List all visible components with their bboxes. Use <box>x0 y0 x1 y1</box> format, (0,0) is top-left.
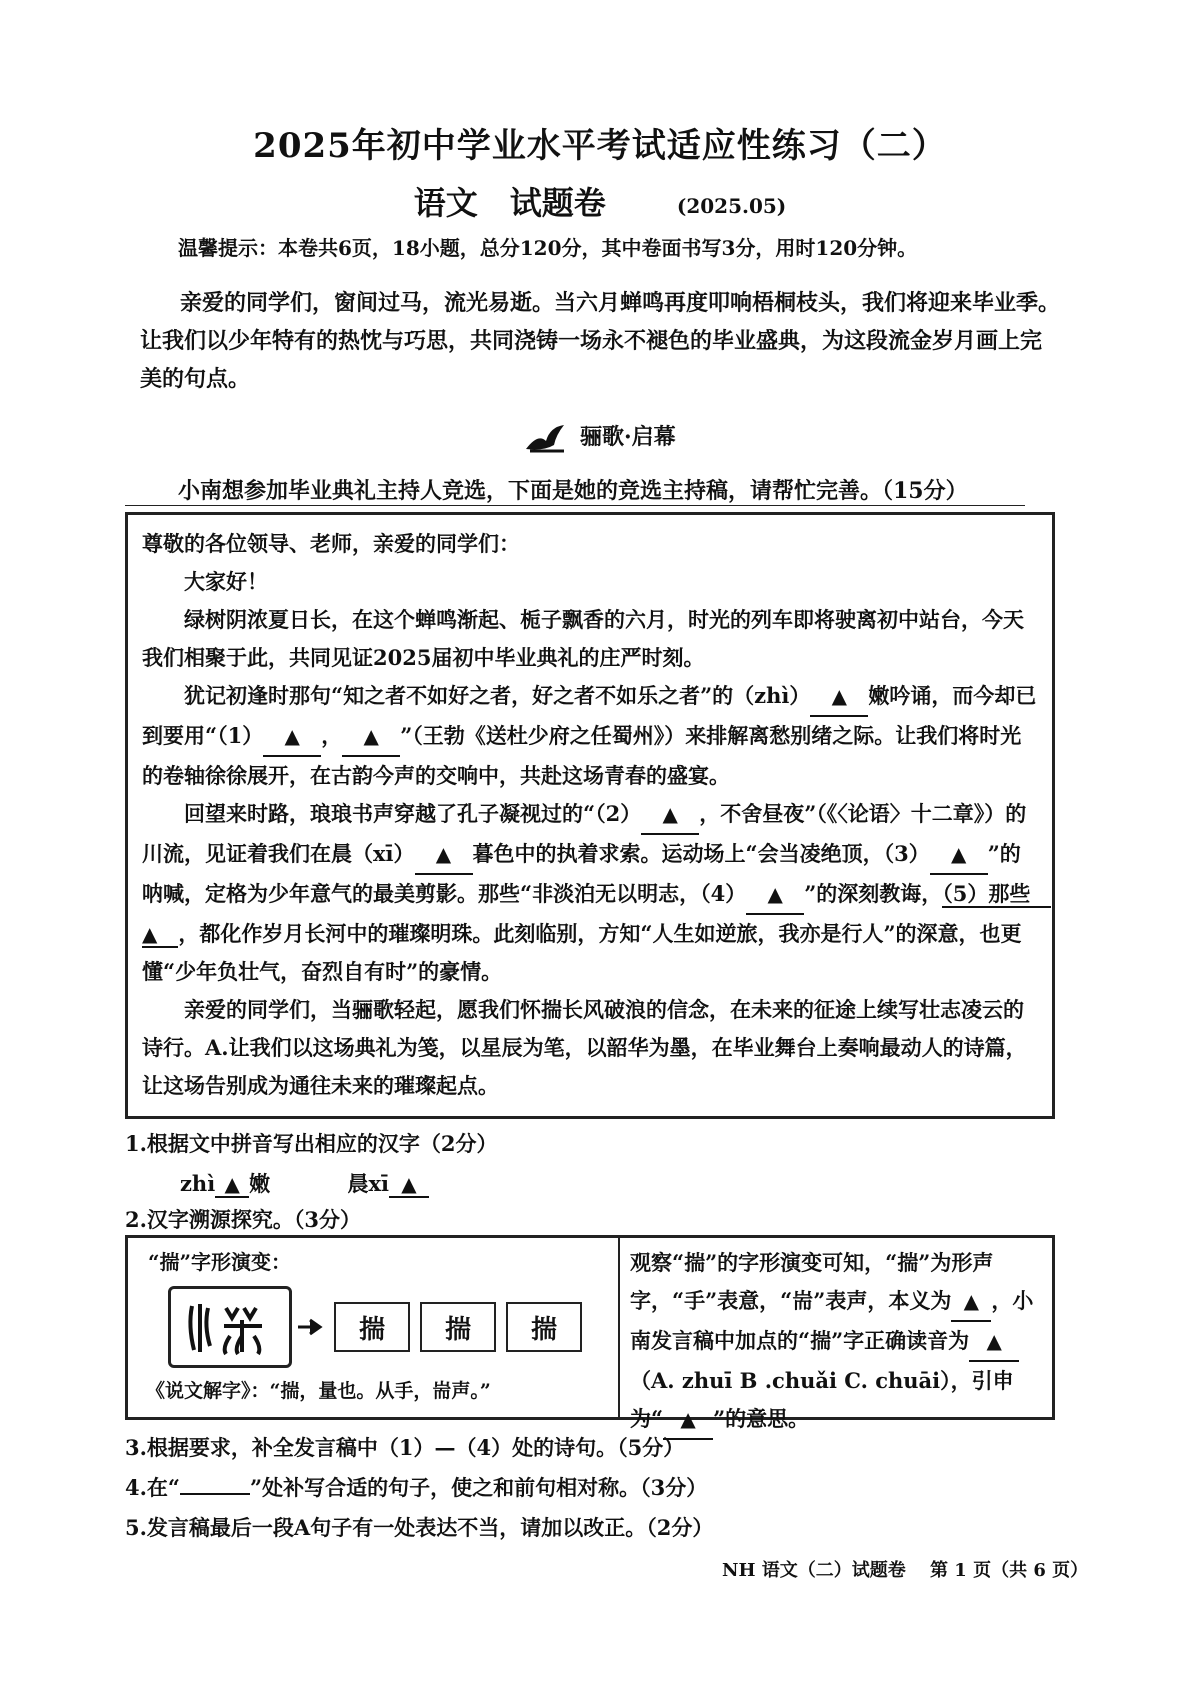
blank-marker: ▲ <box>401 1172 417 1196</box>
answer-blank[interactable] <box>415 835 473 875</box>
blank-marker: ▲ <box>986 1329 1002 1353</box>
question-1-items <box>180 1168 499 1198</box>
answer-blank[interactable] <box>342 717 400 757</box>
text-span: （5）那些 <box>942 881 1031 906</box>
blank-marker: ▲ <box>963 1289 980 1313</box>
blank-marker: ▲ <box>363 724 379 748</box>
seal-script-glyph <box>168 1286 292 1368</box>
section-heading <box>0 420 1200 453</box>
section-title: 骊歌·启幕 <box>580 424 676 450</box>
pinyin: zhì <box>180 1171 216 1196</box>
speech-paragraph-4: 亲爱的同学们，当骊歌轻起，愿我们怀揣长风破浪的信念，在未来的征途上续写壮志凌云的诗行。A.让我们以这场典礼为笺，以星辰为笔，以韶华为墨，在毕业舞台上奏响最动人的诗篇，让这场告别成为通往未来的璀璨起点。 <box>142 997 1027 1098</box>
blank-marker: ▲ <box>831 684 848 708</box>
answer-blank[interactable] <box>215 1171 249 1198</box>
text-span: 暮色中的执着求索。运动场上“会当凌绝顶，（3） <box>472 841 930 866</box>
blank-marker: ▲ <box>224 1172 240 1196</box>
answer-blank[interactable] <box>969 1322 1019 1362</box>
text-span: 嫩吟诵，而今却已到要用“（1） <box>142 683 1037 748</box>
subject-label: 语文 试题卷 <box>413 184 606 222</box>
q1-item-1 <box>180 1171 270 1196</box>
answer-blank[interactable] <box>930 835 988 875</box>
blank-marker: ▲ <box>951 842 967 866</box>
speech-greeting: 尊敬的各位领导、老师，亲爱的同学们： <box>142 531 520 556</box>
text-span: ，不舍昼夜”（《〈论语〉十二章》）的川流，见证着我们在晨（xī） <box>142 801 1027 866</box>
speech-paragraph-3 <box>142 795 1038 991</box>
text-span: ”（王勃《送杜少府之任蜀州》）来排解离愁别绪之际。让我们将时光的卷轴徐徐展开，在古韵今声的交响中，共赴这场青春的盛宴。 <box>142 723 1022 788</box>
answer-blank[interactable] <box>641 795 699 835</box>
answer-blank[interactable] <box>951 1282 991 1322</box>
blank-marker: ▲ <box>680 1407 696 1431</box>
question-1: 1.根据文中拼音写出相应的汉字（2分） <box>125 1131 498 1156</box>
exam-hint: 温馨提示：本卷共6页，18小题，总分120分，其中卷面书写3分，用时120分钟。 <box>178 236 918 260</box>
text-span: ， <box>321 723 343 748</box>
intro-paragraph: 亲爱的同学们，窗间过马，流光易逝。当六月蝉鸣再度叩响梧桐枝头，我们将迎来毕业季。让我们以少年特有的热忱与巧思，共同浇铸一场永不褪色的毕业盛典，为这段流金岁月画上完美的句点。 <box>140 290 1061 392</box>
answer-blank[interactable] <box>746 875 804 915</box>
glyph-stage-3: 揣 <box>506 1302 582 1352</box>
text-span: 犹记初逢时那句“知之者不如好之者，好之者不如乐之者”的（zhì） <box>184 683 811 708</box>
glyph-evolution-panel <box>128 1238 620 1417</box>
blank-marker: ▲ <box>662 802 678 826</box>
text-span: ”的意思。 <box>713 1406 810 1431</box>
glyph-stage-1: 揣 <box>334 1302 410 1352</box>
text-span: ”的呐喊，定格为少年意气的最美剪影。那些“非淡泊无以明志，（4） <box>142 841 1021 906</box>
exam-subtitle <box>0 178 1200 224</box>
q1-item-2 <box>347 1171 429 1196</box>
seal-glyph-icon <box>182 1296 278 1358</box>
text-span: （A. zhuī B .chuǎi C. chuāi），引申为“ <box>630 1368 1014 1431</box>
arrow-icon <box>298 1317 324 1337</box>
hanzi: 嫩 <box>249 1171 271 1196</box>
pinyin: 晨xī <box>347 1171 389 1196</box>
glyph-analysis-text <box>620 1238 1052 1431</box>
bird-icon <box>524 423 568 453</box>
footer-page-number: 第 1 页（共 6 页） <box>930 1560 1089 1581</box>
speech-box <box>125 512 1055 1119</box>
speech-paragraph-2 <box>142 677 1038 795</box>
answer-blank[interactable] <box>810 677 868 717</box>
answer-blank[interactable] <box>389 1171 429 1198</box>
blank-marker: ▲ <box>284 724 300 748</box>
answer-blank[interactable] <box>180 1493 250 1495</box>
footer-code: NH 语文（二）试题卷 <box>722 1560 906 1581</box>
text-span: ”的深刻教诲， <box>804 881 943 906</box>
glyph-evolution-label: “揣”字形演变： <box>148 1250 292 1274</box>
glyph-stage-2: 揣 <box>420 1302 496 1352</box>
exam-title: 2025年初中学业水平考试适应性练习（二） <box>253 126 947 166</box>
question-2: 2.汉字溯源探究。（3分） <box>125 1207 362 1232</box>
task-underline <box>125 505 1025 506</box>
glyph-evolution-row <box>168 1286 582 1368</box>
page-footer <box>722 1556 1106 1582</box>
text-span: ，小南发言稿中加点的“揣”字正确读音为 <box>630 1288 1034 1353</box>
question-3: 3.根据要求，补全发言稿中（1）—（4）处的诗句。（5分） <box>125 1435 685 1460</box>
text-span: ，都化作岁月长河中的璀璨明珠。此刻临别，方知“人生如逆旅，我亦是行人”的深意，也更懂“少年负壮气，奋烈自有时”的豪情。 <box>142 921 1022 984</box>
question-4 <box>125 1472 707 1502</box>
question-5: 5.发言稿最后一段A句子有一处表达不当，请加以改正。（2分） <box>125 1515 714 1540</box>
blank-marker: ▲ <box>435 842 452 866</box>
text-span: 观察“揣”的字形演变可知，“揣”为形声字，“手”表意，“耑”表声，本义为 <box>630 1250 994 1313</box>
speech-hello: 大家好！ <box>184 569 268 594</box>
speech-paragraph-1: 绿树阴浓夏日长，在这个蝉鸣渐起、栀子飘香的六月，时光的列车即将驶离初中站台，今天我们相聚于此，共同见证2025届初中毕业典礼的庄严时刻。 <box>142 607 1024 670</box>
blank-marker: ▲ <box>767 882 783 906</box>
question-2-table <box>125 1235 1055 1431</box>
blank-marker: ▲ <box>142 922 158 946</box>
shuowen-quote: 《说文解字》：“揣，量也。从手，耑声。” <box>146 1380 491 1402</box>
task-instruction: 小南想参加毕业典礼主持人竞选，下面是她的竞选主持稿，请帮忙完善。（15分） <box>178 478 968 504</box>
text-span: 回望来时路，琅琅书声穿越了孔子凝视过的“（2） <box>184 801 642 826</box>
text-span: 4.在“ <box>125 1475 181 1500</box>
answer-blank[interactable] <box>263 717 321 757</box>
exam-date: (2025.05) <box>676 193 787 218</box>
text-span: ”处补写合适的句子，使之和前句相对称。（3分） <box>250 1475 708 1500</box>
